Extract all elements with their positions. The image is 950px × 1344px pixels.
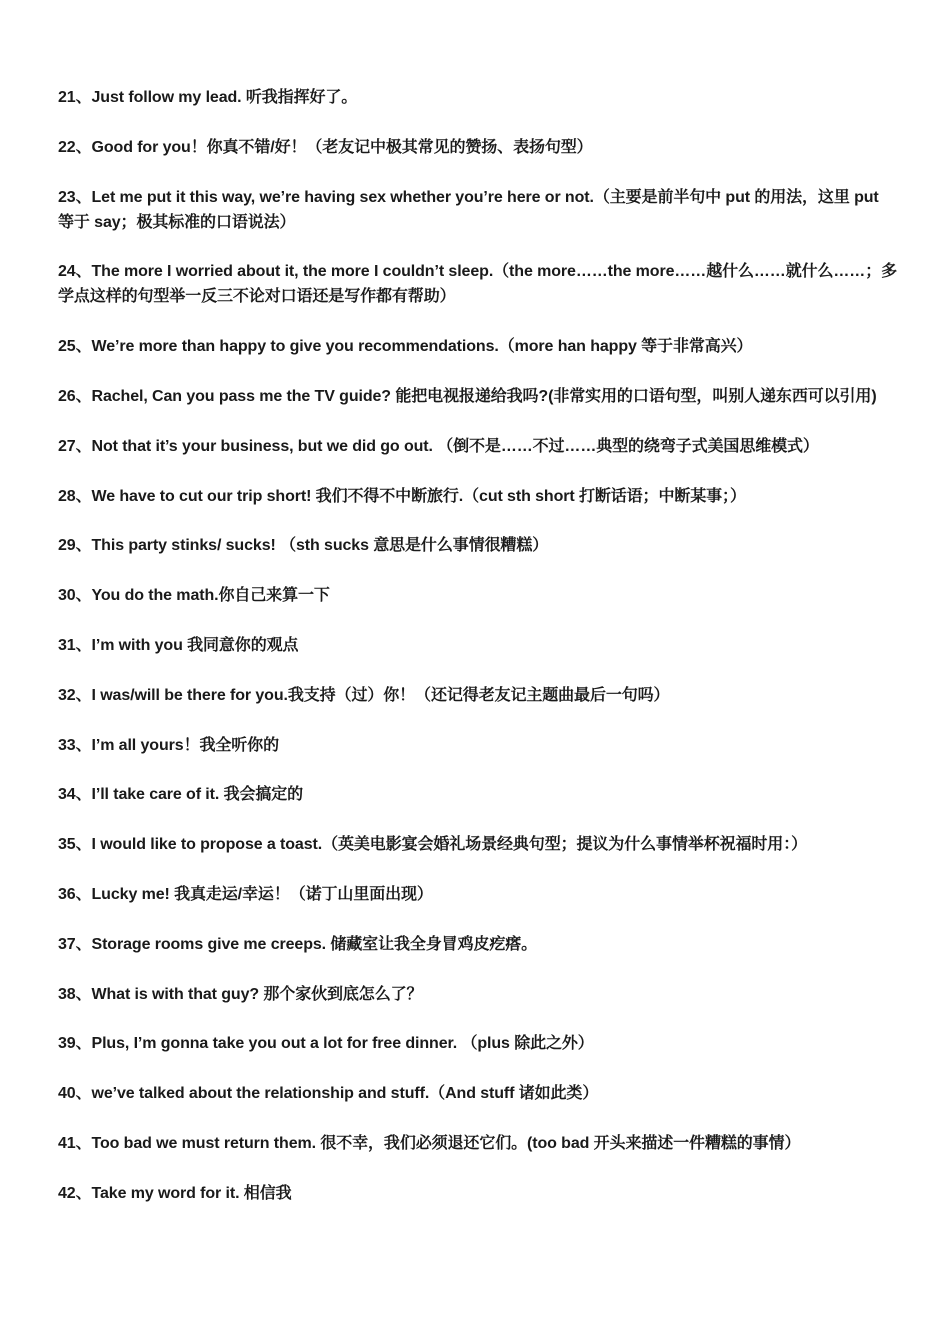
list-item: 34、I’ll take care of it. 我会搞定的	[58, 786, 304, 804]
list-item: 36、Lucky me! 我真走运/幸运！（诺丁山里面出现）	[58, 885, 433, 903]
list-item: 41、Too bad we must return them. 很不幸，我们必须退还它们。(too bad 开头来描述一件糟糕的事情）	[58, 1134, 801, 1152]
list-item: 40、we’ve talked about the relationship and stuff.（And stuff 诸如此类）	[58, 1085, 599, 1103]
list-item: 39、Plus, I’m gonna take you out a lot for free dinner. （plus 除此之外）	[58, 1035, 594, 1053]
list-item: 42、Take my word for it. 相信我	[58, 1184, 292, 1202]
list-item: 30、You do the math.你自己来算一下	[58, 587, 330, 605]
list-item: 37、Storage rooms give me creeps. 储藏室让我全身冒鸡皮疙瘩。	[58, 935, 538, 953]
phrase-list	[58, 85, 898, 1231]
list-item: 29、This party stinks/ sucks! （sth sucks 意思是什么事情很糟糕）	[58, 537, 549, 555]
list-item: 33、I’m all yours！我全听你的	[58, 736, 279, 754]
list-item: 26、Rachel, Can you pass me the TV guide? 能把电视报递给我吗?(非常实用的口语句型，叫别人递东西可以引用)	[58, 387, 877, 405]
list-item: 32、I was/will be there for you.我支持（过）你！（还记得老友记主题曲最后一句吗）	[58, 686, 670, 704]
list-item: 28、We have to cut our trip short! 我们不得不中断旅行.（cut sth short 打断话语；中断某事；）	[58, 487, 746, 505]
list-item: 38、What is with that guy? 那个家伙到底怎么了？	[58, 985, 423, 1003]
list-item: 23、Let me put it this way, we’re having sex whether you’re here or not.（主要是前半句中 put 的用法，这里 put 等于 say；极其标准的口语说法）	[58, 188, 879, 231]
list-item: 35、I would like to propose a toast.（英美电影宴会婚礼场景经典句型；提议为什么事情举杯祝福时用：）	[58, 836, 808, 854]
list-item: 24、The more I worried about it, the more I couldn’t sleep.（the more……the more……越什么……就什么……；多学点这样的句型举一反三不论对口语还是写作都有帮助）	[58, 263, 898, 306]
list-item: 25、We’re more than happy to give you recommendations.（more han happy 等于非常高兴）	[58, 338, 753, 356]
list-item: 22、Good for you！你真不错/好！（老友记中极其常见的赞扬、表扬句型）	[58, 138, 593, 156]
list-item: 31、I’m with you 我同意你的观点	[58, 636, 299, 654]
list-item: 21、Just follow my lead. 听我指挥好了。	[58, 89, 358, 106]
list-item: 27、Not that it’s your business, but we did go out. （倒不是……不过……典型的绕弯子式美国思维模式）	[58, 437, 819, 455]
